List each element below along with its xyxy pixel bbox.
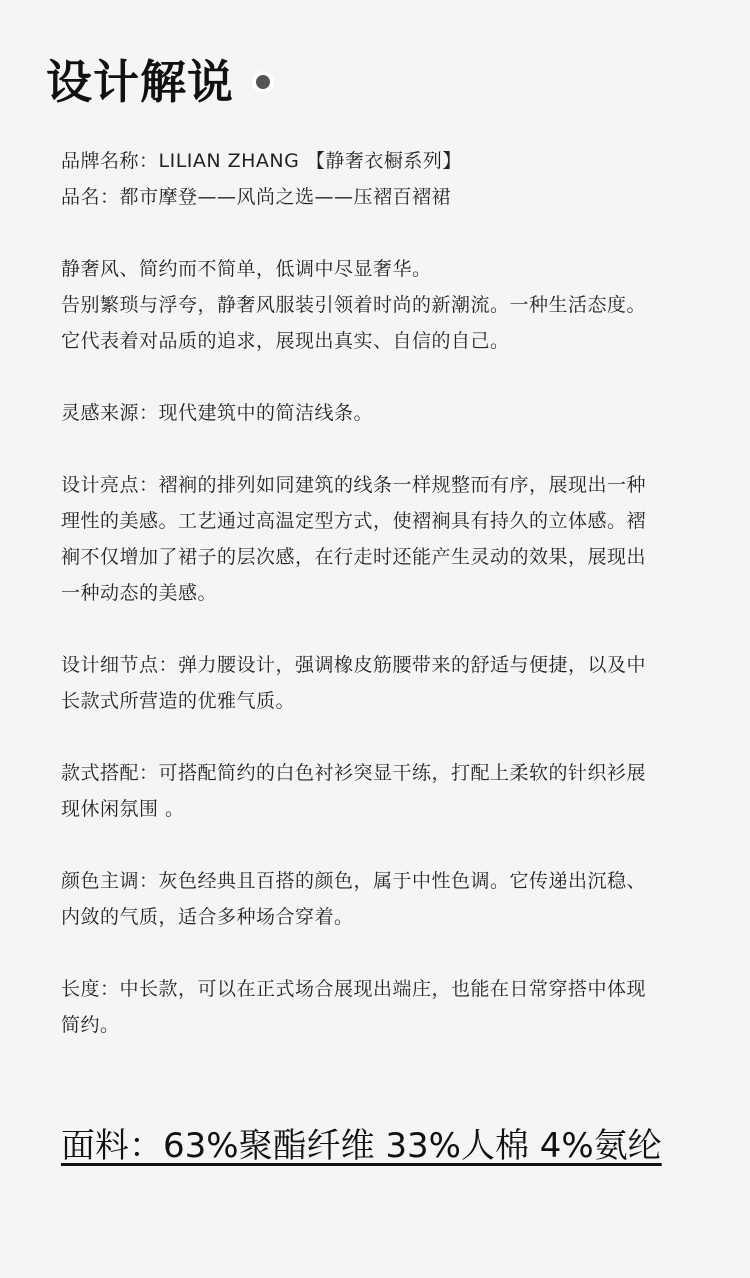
details-line: 长款式所营造的优雅气质。 [61,690,296,712]
description-body [61,143,731,1079]
inspiration-line: 灵感来源：现代建筑中的简洁线条。 [61,402,374,424]
highlights-line: 裥不仅增加了裙子的层次感，在行走时还能产生灵动的效果，展现出 [61,546,647,568]
length-line: 长度：中长款，可以在正式场合展现出端庄，也能在日常穿搭中体现 [61,978,647,1000]
highlights-line: 一种动态的美感。 [61,582,218,604]
header [46,52,270,112]
color-tone-line: 内敛的气质，适合多种场合穿着。 [61,906,354,928]
color-tone-line: 颜色主调：灰色经典且百搭的颜色，属于中性色调。它传递出沉稳、 [61,870,647,892]
brand-section [61,143,731,215]
page-title: 设计解说 [46,55,234,109]
intro-line: 它代表着对品质的追求，展现出真实、自信的自己。 [61,330,510,352]
matching-line: 现休闲氛围 。 [61,798,185,820]
highlights-line: 理性的美感。工艺通过高温定型方式，使褶裥具有持久的立体感。褶 [61,510,647,532]
brand-name-line: 品牌名称：LILIAN ZHANG 【静奢衣橱系列】 [61,150,462,172]
title-dot-icon [256,75,270,89]
matching-line: 款式搭配：可搭配简约的白色衬衫突显干练，打配上柔软的针织衫展 [61,762,647,784]
length-section [61,971,731,1043]
highlights-section [61,467,731,611]
matching-section [61,755,731,827]
color-tone-section [61,863,731,935]
intro-line: 告别繁琐与浮夸，静奢风服装引领着时尚的新潮流。一种生活态度。 [61,294,647,316]
details-section [61,647,731,719]
highlights-line: 设计亮点：褶裥的排列如同建筑的线条一样规整而有序，展现出一种 [61,474,647,496]
intro-section [61,251,731,359]
intro-line: 静奢风、简约而不简单，低调中尽显奢华。 [61,258,432,280]
details-line: 设计细节点：弹力腰设计，强调橡皮筋腰带来的舒适与便捷，以及中 [61,654,647,676]
fabric-composition: 面料：63%聚酯纤维 33%人棉 4%氨纶 [61,1126,662,1166]
length-line: 简约。 [61,1014,120,1036]
inspiration-section [61,395,731,431]
product-name-line: 品名：都市摩登——风尚之选——压褶百褶裙 [61,186,452,208]
